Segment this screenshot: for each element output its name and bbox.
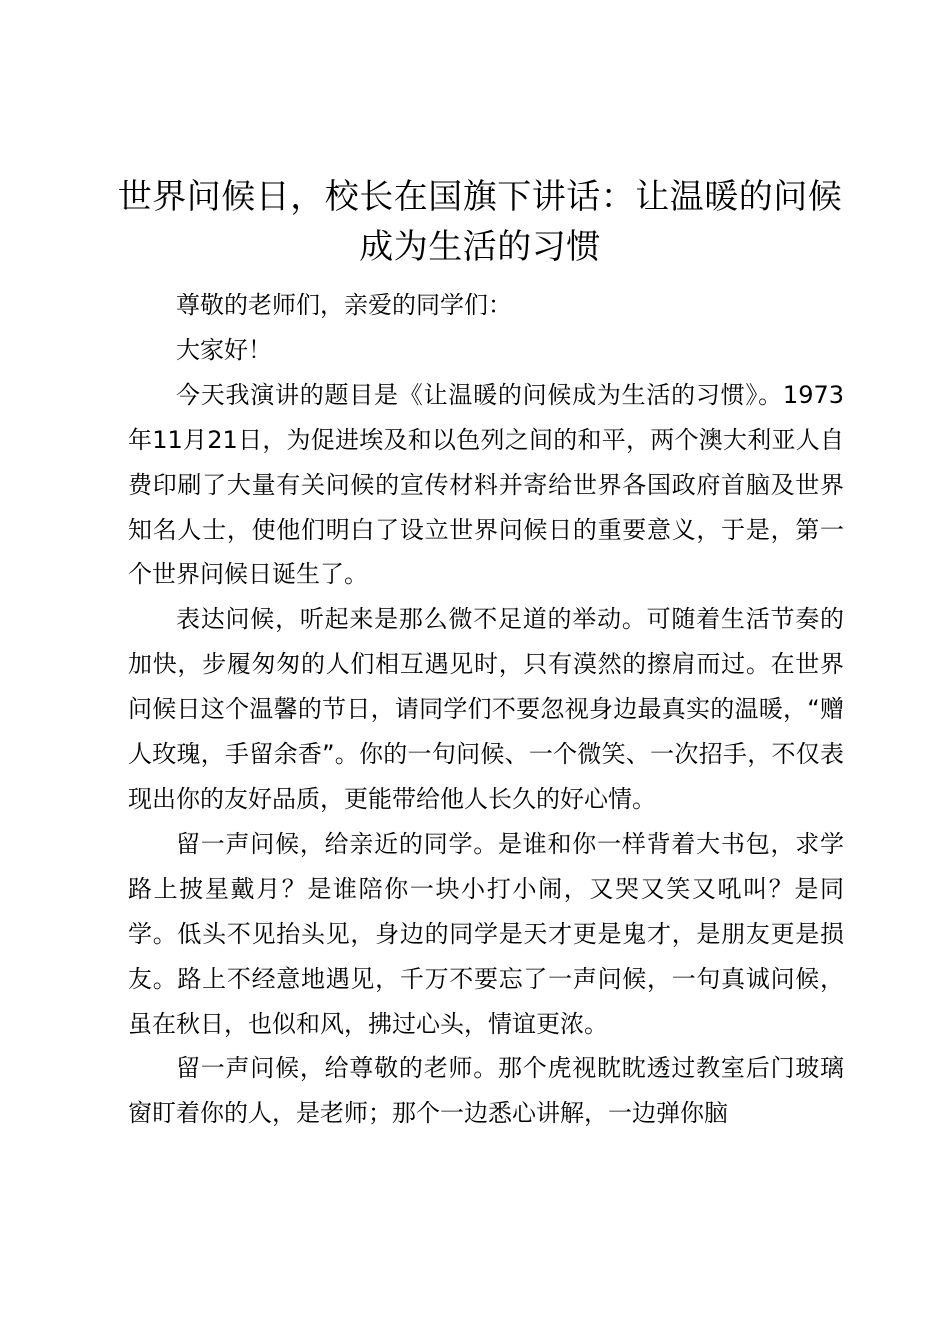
paragraph-greet-teachers: 留一声问候，给尊敬的老师。那个虎视眈眈透过教室后门玻璃窗盯着你的人，是老师；那个一边悉心讲解，一边弹你脑 bbox=[128, 1054, 844, 1128]
paragraph-greet-classmates: 留一声问候，给亲近的同学。是谁和你一样背着大书包，求学路上披星戴月？是谁陪你一块小打小闹，又哭又笑又吼叫？是同学。低头不见抬头见，身边的同学是天才更是鬼才，是朋友更是损友。路上不经意地遇见，千万不要忘了一声问候，一句真诚问候，虽在秋日，也似和风，拂过心头，情谊更浓。 bbox=[128, 829, 844, 1038]
paragraph-salutation: 尊敬的老师们，亲爱的同学们： bbox=[176, 291, 512, 319]
document-title: 世界问候日，校长在国旗下讲话：让温暖的问候成为生活的习惯 bbox=[117, 177, 843, 267]
paragraph-greeting: 大家好！ bbox=[176, 335, 272, 364]
document-body bbox=[128, 283, 844, 1136]
paragraph-expressing-greetings: 表达问候，听起来是那么微不足道的举动。可随着生活节奏的加快，步履匆匆的人们相互遇见时，只有漠然的擦肩而过。在世界问候日这个温馨的节日，请同学们不要忽视身边最真实的温暖，“赠人玫瑰，手留余香”。你的一句问候、一个微笑、一次招手，不仅表现出你的友好品质，更能带给他人长久的好心情。 bbox=[128, 605, 844, 813]
paragraph-introduction: 今天我演讲的题目是《让温暖的问候成为生活的习惯》。1973年11月21日，为促进埃及和以色列之间的和平，两个澳大利亚人自费印刷了大量有关问候的宣传材料并寄给世界各国政府首脑及世界知名人士，使他们明白了设立世界问候日的重要意义，于是，第一个世界问候日诞生了。 bbox=[128, 380, 844, 589]
